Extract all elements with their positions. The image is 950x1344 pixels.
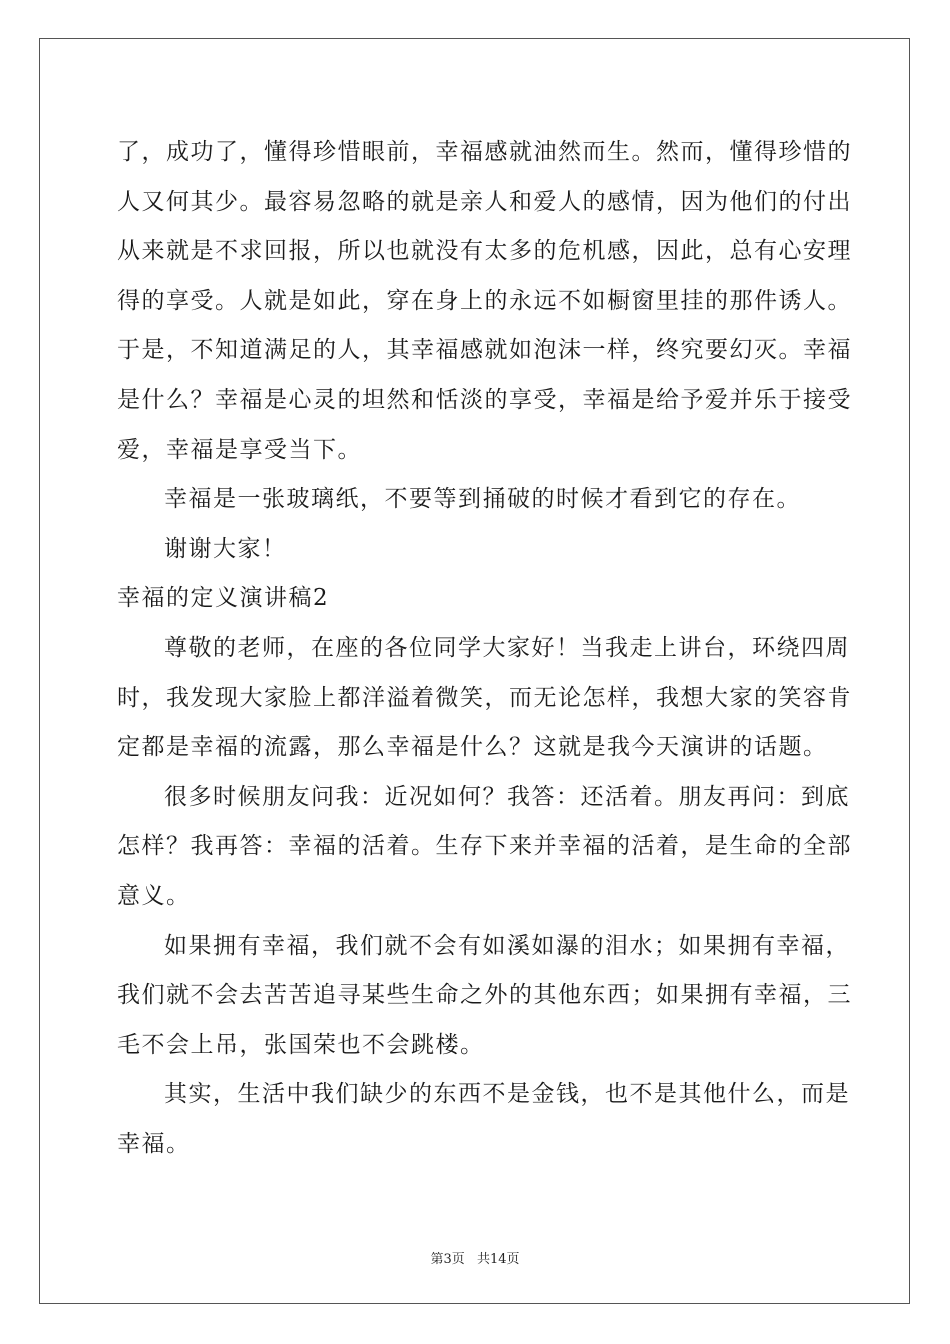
text-line: 如果拥有幸福，我们就不会有如溪如瀑的泪水；如果拥有幸福， [164,932,850,959]
text-line: 了，成功了，懂得珍惜眼前，幸福感就油然而生。然而，懂得珍惜的 [117,139,852,165]
page-total: 共14页 [476,1252,520,1267]
page-footer [0,1248,950,1267]
text-line: 幸福。 [117,1130,191,1157]
text-line: 是什么？幸福是心灵的坦然和恬淡的享受，幸福是给予爱并乐于接受 [117,386,852,413]
text-line: 我们就不会去苦苦追寻某些生命之外的其他东西；如果拥有幸福，三 [117,982,852,1009]
text-line: 谢谢大家！ [164,535,287,562]
text-line: 爱，幸福是享受当下。 [117,436,362,463]
text-line: 得的享受。人就是如此，穿在身上的永远不如橱窗里挂的那件诱人。 [117,287,852,314]
section-heading: 幸福的定义演讲稿2 [117,585,330,612]
text-line: 意义。 [117,882,191,909]
text-line: 定都是幸福的流露，那么幸福是什么？这就是我今天演讲的话题。 [117,734,828,761]
text-line: 时，我发现大家脸上都洋溢着微笑，而无论怎样，我想大家的笑容肯 [117,684,852,711]
text-line: 从来就是不求回报，所以也就没有太多的危机感，因此，总有心安理 [117,238,852,265]
text-line: 毛不会上吊，张国荣也不会跳楼。 [117,1031,485,1058]
text-line: 于是，不知道满足的人，其幸福感就如泡沫一样，终究要幻灭。幸福 [117,337,852,364]
text-line: 幸福是一张玻璃纸，不要等到捅破的时候才看到它的存在。 [164,486,801,513]
text-line: 怎样？我再答：幸福的活着。生存下来并幸福的活着，是生命的全部 [117,833,852,860]
text-line: 尊敬的老师，在座的各位同学大家好！当我走上讲台，环绕四周 [164,634,850,661]
document-body [117,128,852,1169]
text-line: 很多时候朋友问我：近况如何？我答：还活着。朋友再问：到底 [164,783,850,810]
text-line: 人又何其少。最容易忽略的就是亲人和爱人的感情，因为他们的付出 [117,188,852,215]
text-line: 其实，生活中我们缺少的东西不是金钱，也不是其他什么，而是 [164,1081,850,1108]
page-number: 第3页 [430,1252,465,1267]
